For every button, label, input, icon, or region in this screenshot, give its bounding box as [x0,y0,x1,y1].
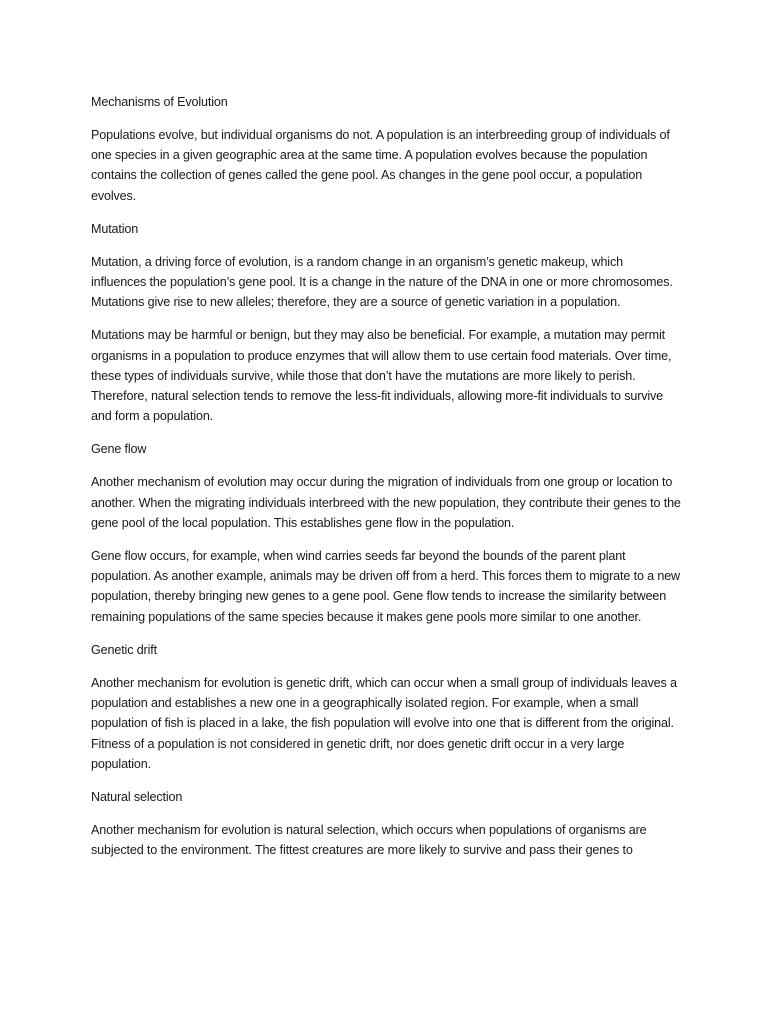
section-heading-natural-selection: Natural selection [91,789,183,804]
paragraph-natural-selection: Another mechanism for evolution is natural selection, which occurs when populations of organisms are subjected to the environment. The fittest creatures are more likely to survive and pass their genes to [91,822,647,857]
section-heading-mutation: Mutation [91,221,139,236]
paragraph-gene-flow-migration: Another mechanism of evolution may occur during the migration of individuals from one group or location to another. When the migrating individuals interbreed with the new population, they contribute their genes to the gene pool of the local population. This establishes gene flow in the population. [91,475,681,530]
paragraph-gene-flow-examples: Gene flow occurs, for example, when wind carries seeds far beyond the bounds of the parent plant population. As another example, animals may be driven off from a herd. This forces them to migrate to a new population, thereby bringing new genes to a gene pool. Gene flow tends to increase the similarity between remaining populations of the same species because it makes gene pools more similar to one another. [91,548,680,624]
section-heading-genetic-drift: Genetic drift [91,642,157,657]
document-body [91,92,681,873]
paragraph-population-intro: Populations evolve, but individual organisms do not. A population is an interbreeding group of individuals of one species in a given geographic area at the same time. A population evolves because the population contains the collection of genes called the gene pool. As changes in the gene pool occur, a population evolves. [91,127,670,203]
paragraph-mutation-definition: Mutation, a driving force of evolution, is a random change in an organism’s genetic makeup, which influences the population’s gene pool. It is a change in the nature of the DNA in one or more chromosomes. Mutations give rise to new alleles; therefore, they are a source of genetic variation in a population. [91,254,673,310]
paragraph-mutation-effects: Mutations may be harmful or benign, but they may also be beneficial. For example, a mutation may permit organisms in a population to produce enzymes that will allow them to use certain food materials. Over time, these types of individuals survive, while those that don’t have the mutations are more likely to perish. Therefore, natural selection tends to remove the less-fit individuals, allowing more-fit individuals to survive and form a population. [91,328,672,424]
paragraph-genetic-drift: Another mechanism for evolution is genetic drift, which can occur when a small group of individuals leaves a population and establishes a new one in a geographically isolated region. For example, when a small population of fish is placed in a lake, the fish population will evolve into one that is different from the original. Fitness of a population is not considered in genetic drift, nor does genetic drift occur in a very large population. [91,675,677,771]
section-heading-mechanisms-of-evolution: Mechanisms of Evolution [91,95,228,109]
section-heading-gene-flow: Gene flow [91,442,147,457]
